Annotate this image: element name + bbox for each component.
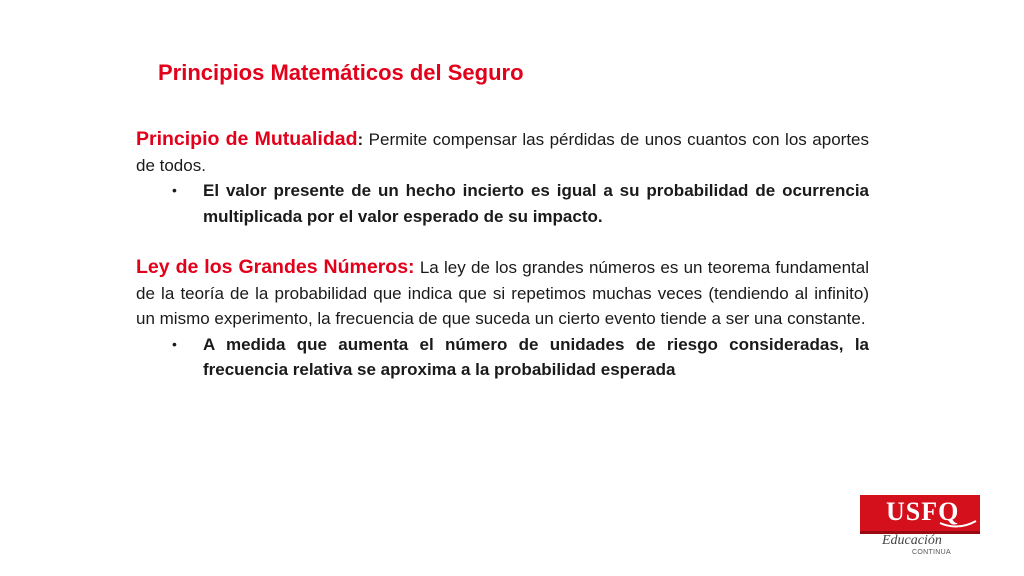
usfq-logo	[860, 495, 980, 559]
paragraph-gap	[136, 229, 869, 255]
paragraph-grandes-numeros	[136, 255, 869, 332]
logo-box	[860, 495, 980, 534]
term-grandes-numeros: Ley de los Grandes Números:	[136, 256, 415, 278]
bullet-glyph: •	[172, 335, 177, 352]
logo-subtitle-2: CONTINUA	[912, 549, 951, 556]
paragraph-mutualidad	[136, 127, 869, 178]
paragraph-text: La ley de los grandes números es un teorema fundamental de la teoría de la probabilidad que indica que si repetimos muchas veces (tendiendo al infinito) un mismo experimento, la frecuencia de que suceda un cierto evento tiende a ser una constante.	[136, 258, 869, 328]
term-colon: :	[357, 130, 364, 149]
slide-body	[136, 127, 869, 383]
bullet-text: A medida que aumenta el número de unidades de riesgo consideradas, la frecuencia relativa se aproxima a la probabilidad esperada	[203, 334, 869, 379]
swoosh-icon	[938, 517, 978, 531]
bullet-item	[136, 178, 869, 229]
slide-title: Principios Matemáticos del Seguro	[158, 60, 524, 85]
logo-brand-text: USFQ	[886, 497, 960, 526]
paragraph-text: Permite compensar las pérdidas de unos cuantos con los aportes de todos.	[136, 130, 869, 175]
term-mutualidad: Principio de Mutualidad	[136, 128, 358, 150]
bullet-glyph: •	[172, 182, 177, 198]
logo-subtitle: Educación	[882, 533, 942, 548]
bullet-text: El valor presente de un hecho incierto es igual a su probabilidad de ocurrencia multiplicada por el valor esperado de su impacto.	[203, 181, 869, 226]
bullet-item	[136, 332, 869, 383]
